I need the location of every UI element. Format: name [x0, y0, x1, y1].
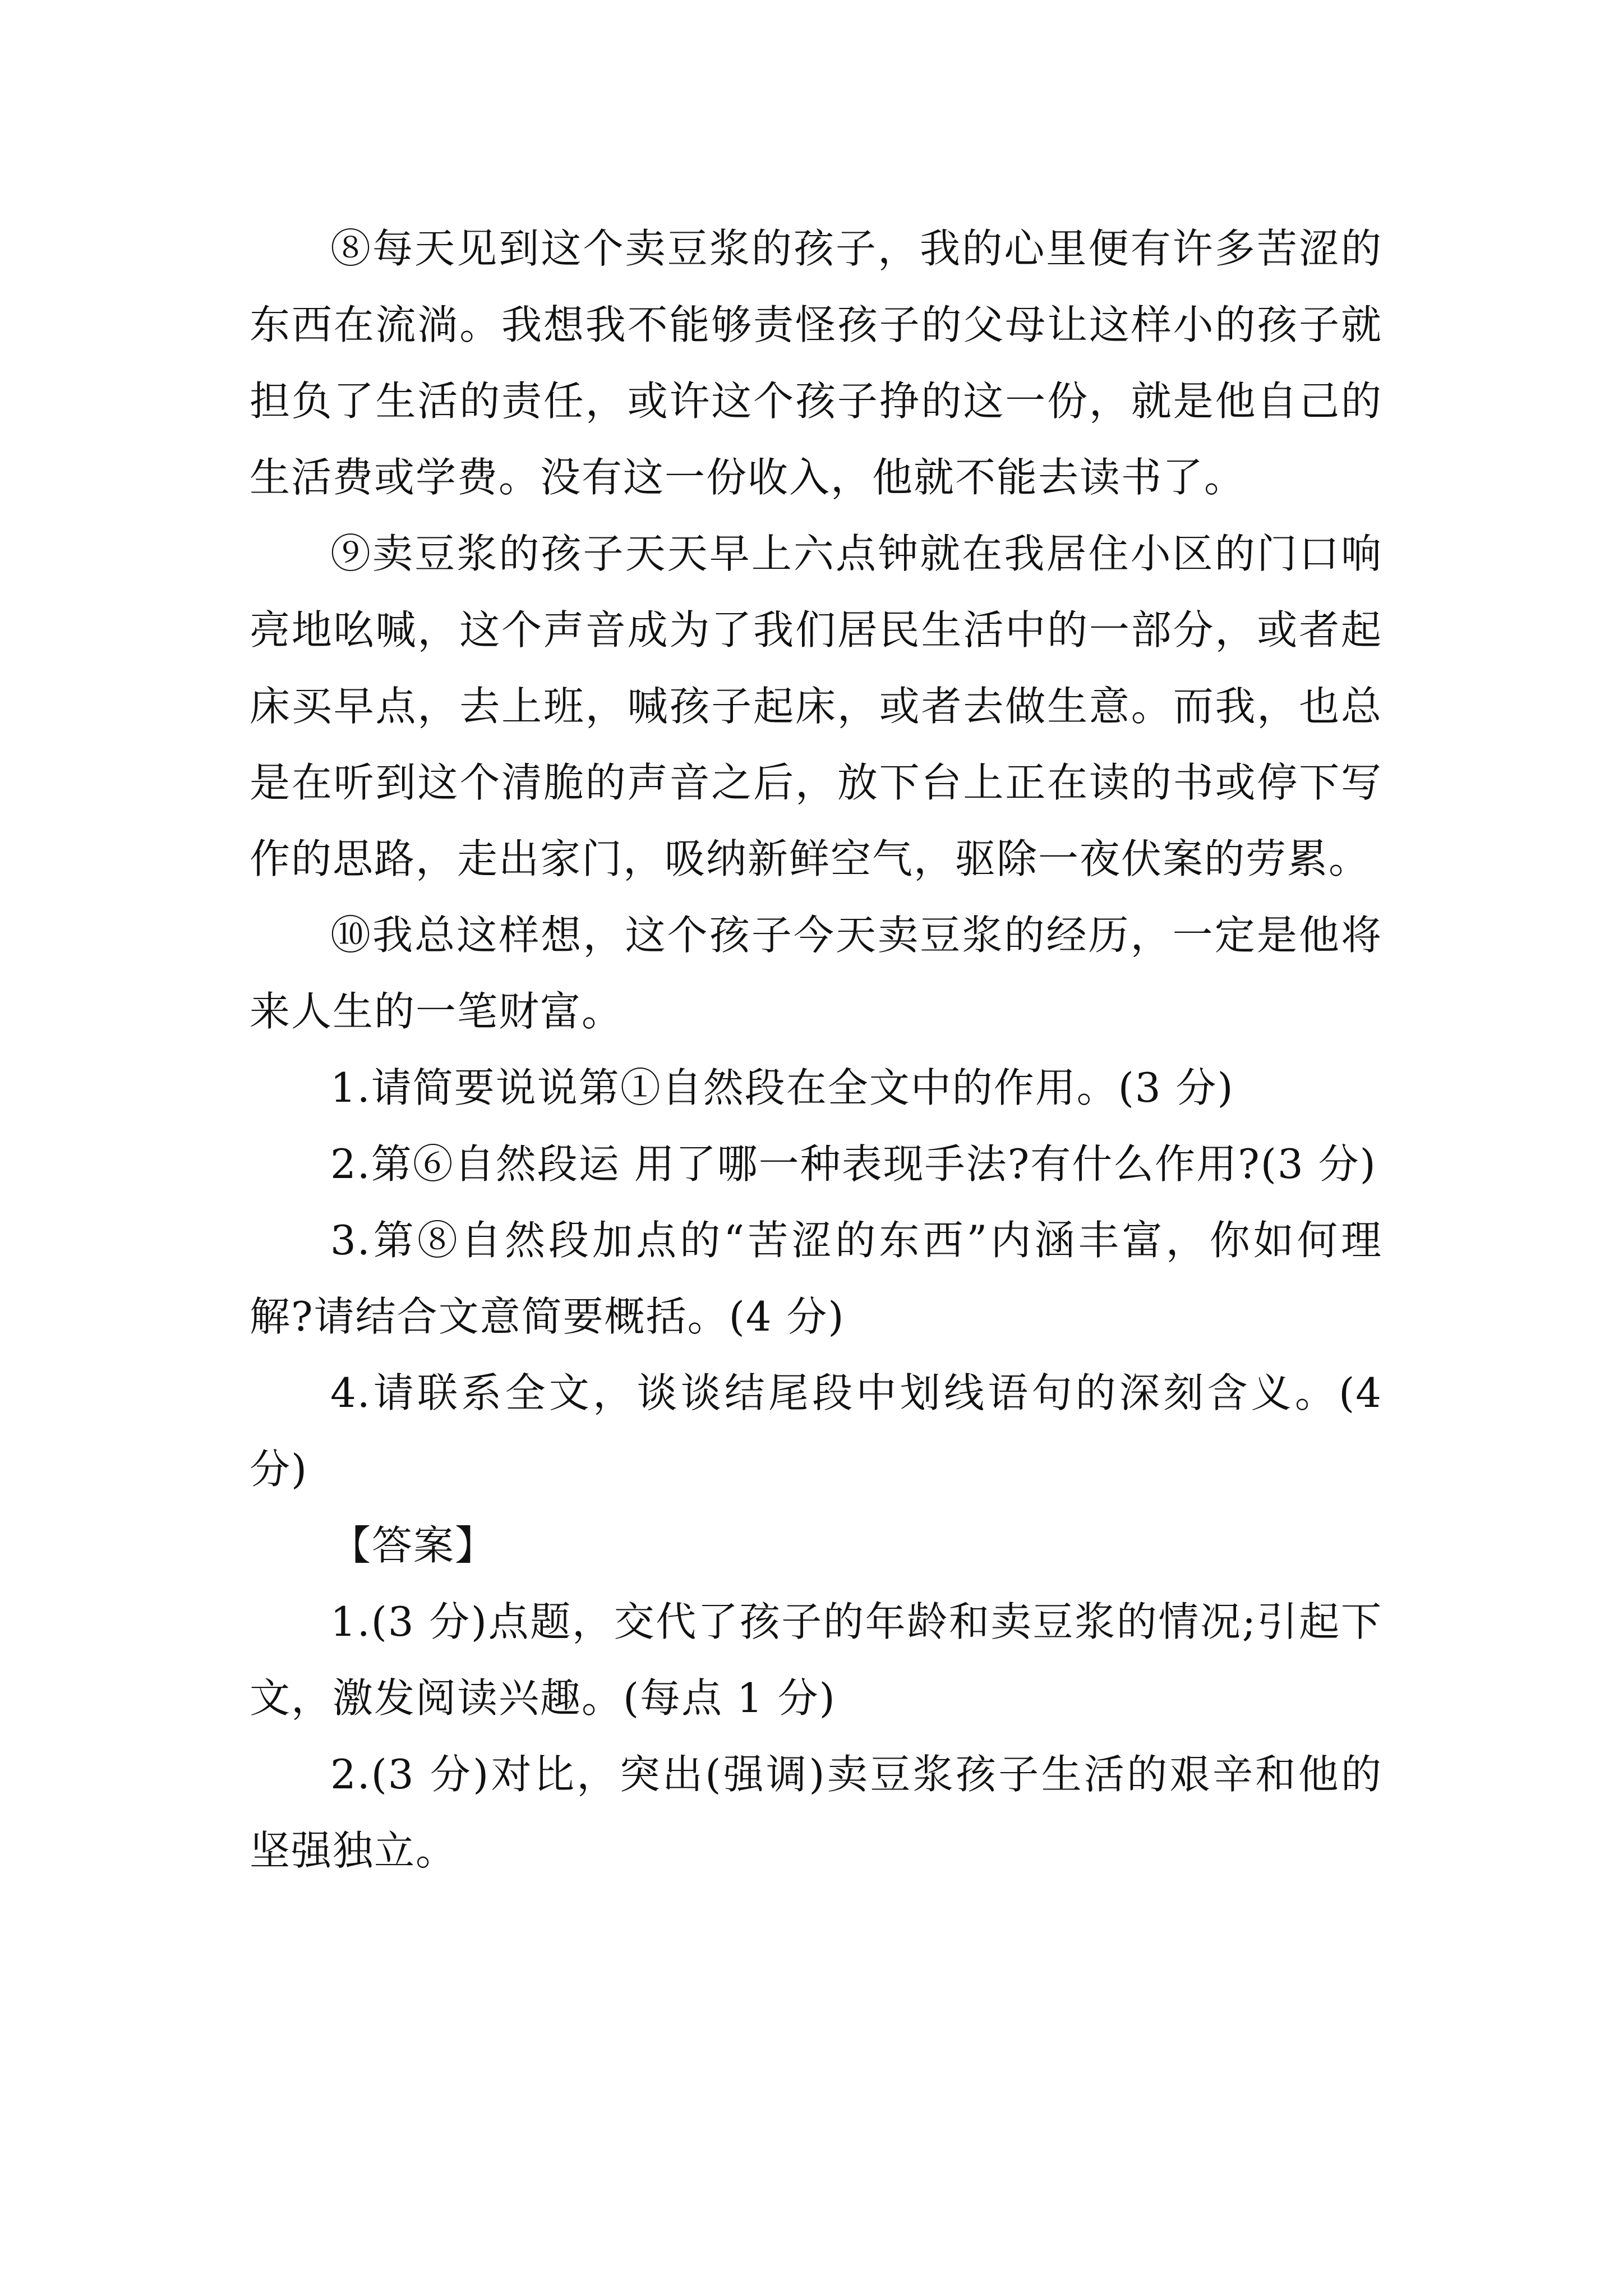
- question-2: 2.第⑥自然段运 用了哪一种表现手法?有什么作用?(3 分): [330, 1140, 1377, 1188]
- question-4: 4.请联系全文，谈谈结尾段中划线语句的深刻含义。(4 分): [250, 1369, 1382, 1493]
- question-1: 1.请简要说说第①自然段在全文中的作用。(3 分): [330, 1064, 1234, 1111]
- answer-1: 1.(3 分)点题，交代了孩子的年龄和卖豆浆的情况;引起下文，激发阅读兴趣。(每点 1 分): [250, 1598, 1382, 1722]
- answer-2: 2.(3 分)对比，突出(强调)卖豆浆孩子生活的艰辛和他的坚强独立。: [250, 1751, 1382, 1874]
- paragraph-10: ⑩我总这样想，这个孩子今天卖豆浆的经历，一定是他将来人生的一笔财富。: [250, 912, 1382, 1035]
- answer-heading: 【答案】: [330, 1522, 497, 1569]
- paragraph-9: ⑨卖豆浆的孩子天天早上六点钟就在我居住小区的门口响亮地吆喊，这个声音成为了我们居民生活中的一部分，或者起床买早点，去上班，喊孩子起床，或者去做生意。而我，也总是在听到这个清脆的声音之后，放下台上正在读的书或停下写作的思路，走出家门，吸纳新鲜空气，驱除一夜伏案的劳累。: [250, 530, 1382, 882]
- question-3: 3.第⑧自然段加点的“苦涩的东西”内涵丰富，你如何理解?请结合文意简要概括。(4 分): [250, 1217, 1382, 1340]
- paragraph-8: ⑧每天见到这个卖豆浆的孩子，我的心里便有许多苦涩的东西在流淌。我想我不能够责怪孩子的父母让这样小的孩子就担负了生活的责任，或许这个孩子挣的这一份，就是他自己的生活费或学费。没有这一份收入，他就不能去读书了。: [250, 225, 1382, 501]
- document-body: [250, 210, 1382, 1889]
